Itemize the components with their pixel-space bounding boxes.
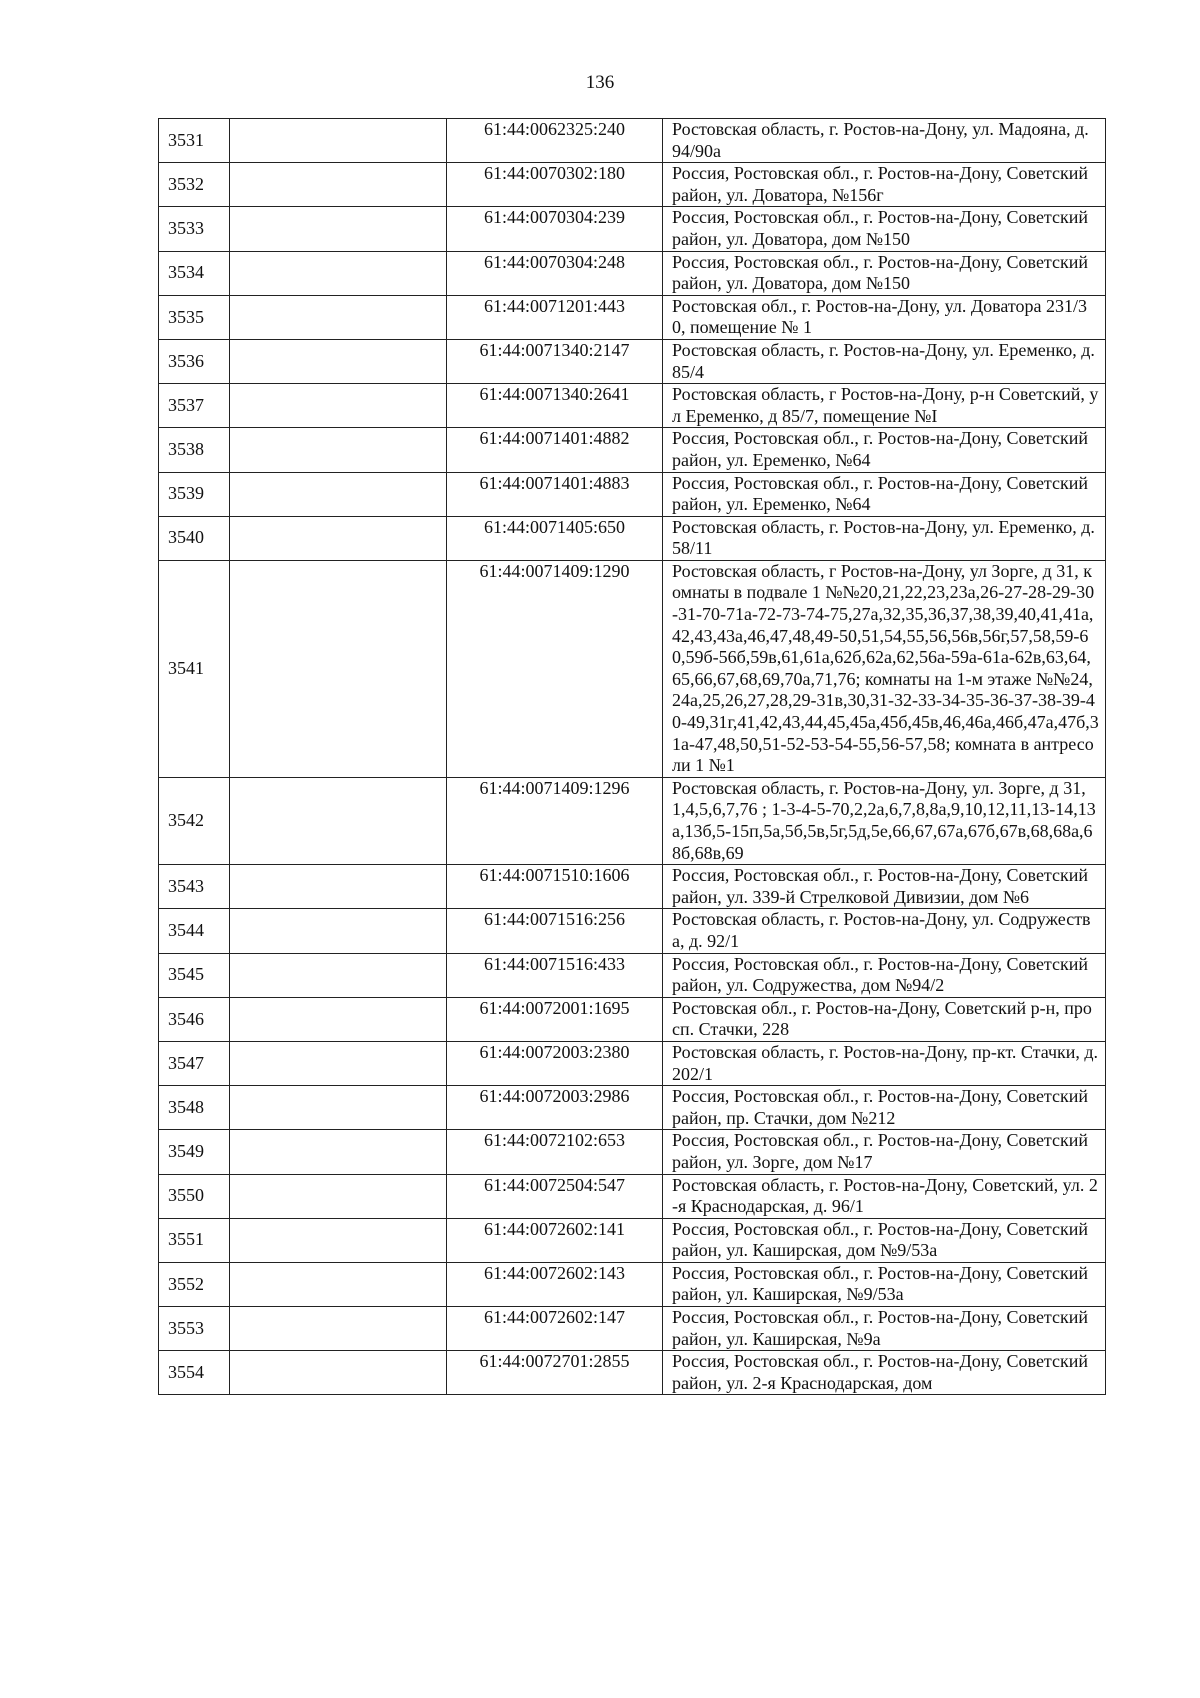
cadastral-number: 61:44:0072003:2380 [447, 1041, 663, 1085]
cadastral-number: 61:44:0071405:650 [447, 516, 663, 560]
empty-cell [230, 428, 447, 472]
table-row [159, 119, 1106, 163]
row-number: 3548 [159, 1086, 230, 1130]
table-row [159, 865, 1106, 909]
table-row [159, 251, 1106, 295]
row-number: 3552 [159, 1262, 230, 1306]
row-number: 3532 [159, 163, 230, 207]
page-number: 136 [585, 72, 615, 93]
address: Россия, Ростовская обл., г. Ростов-на-Дону, Советский район, ул. Зорге, дом №17 [663, 1130, 1106, 1174]
row-number: 3544 [159, 909, 230, 953]
cadastral-number: 61:44:0072602:147 [447, 1307, 663, 1351]
address: Россия, Ростовская обл., г. Ростов-на-Дону, Советский район, ул. Доватора, №156г [663, 163, 1106, 207]
table-row [159, 516, 1106, 560]
empty-cell [230, 865, 447, 909]
address: Россия, Ростовская обл., г. Ростов-на-Дону, Советский район, ул. Каширская, дом №9/53а [663, 1218, 1106, 1262]
cadastral-number: 61:44:0072602:143 [447, 1262, 663, 1306]
empty-cell [230, 1130, 447, 1174]
address: Ростовская область, г Ростов-на-Дону, р-н Советский, ул Еременко, д 85/7, помещение №I [663, 384, 1106, 428]
table-row [159, 384, 1106, 428]
table-body [159, 119, 1106, 1395]
address: Ростовская область, г. Ростов-на-Дону, ул. Мадояна, д. 94/90а [663, 119, 1106, 163]
address: Россия, Ростовская обл., г. Ростов-на-Дону, Советский район, ул. Еременко, №64 [663, 428, 1106, 472]
row-number: 3551 [159, 1218, 230, 1262]
address: Россия, Ростовская обл., г. Ростов-на-Дону, Советский район, ул. Содружества, дом №94/2 [663, 953, 1106, 997]
empty-cell [230, 119, 447, 163]
row-number: 3536 [159, 339, 230, 383]
empty-cell [230, 207, 447, 251]
cadastral-number: 61:44:0071510:1606 [447, 865, 663, 909]
row-number: 3533 [159, 207, 230, 251]
address: Ростовская обл., г. Ростов-на-Дону, Советский р-н, просп. Стачки, 228 [663, 997, 1106, 1041]
cadastral-number: 61:44:0071340:2641 [447, 384, 663, 428]
table-row [159, 909, 1106, 953]
cadastral-number: 61:44:0070302:180 [447, 163, 663, 207]
address: Ростовская обл., г. Ростов-на-Дону, ул. Доватора 231/30, помещение № 1 [663, 295, 1106, 339]
empty-cell [230, 1307, 447, 1351]
property-registry-table [158, 118, 1106, 1395]
table-row [159, 1041, 1106, 1085]
table-row [159, 163, 1106, 207]
row-number: 3543 [159, 865, 230, 909]
empty-cell [230, 1351, 447, 1395]
address: Россия, Ростовская обл., г. Ростов-на-Дону, Советский район, пр. Стачки, дом №212 [663, 1086, 1106, 1130]
cadastral-number: 61:44:0070304:239 [447, 207, 663, 251]
cadastral-number: 61:44:0071409:1296 [447, 777, 663, 864]
table-row [159, 560, 1106, 777]
row-number: 3537 [159, 384, 230, 428]
address: Россия, Ростовская обл., г. Ростов-на-Дону, Советский район, ул. 339-й Стрелковой Дивизии, дом №6 [663, 865, 1106, 909]
cadastral-number: 61:44:0071401:4882 [447, 428, 663, 472]
empty-cell [230, 339, 447, 383]
empty-cell [230, 560, 447, 777]
address: Ростовская область, г. Ростов-на-Дону, ул. Еременко, д. 58/11 [663, 516, 1106, 560]
table-row [159, 997, 1106, 1041]
cadastral-number: 61:44:0071409:1290 [447, 560, 663, 777]
cadastral-number: 61:44:0071516:256 [447, 909, 663, 953]
table-row [159, 207, 1106, 251]
empty-cell [230, 384, 447, 428]
row-number: 3546 [159, 997, 230, 1041]
cadastral-number: 61:44:0072602:141 [447, 1218, 663, 1262]
table-row [159, 472, 1106, 516]
address: Россия, Ростовская обл., г. Ростов-на-Дону, Советский район, ул. 2-я Краснодарская, дом [663, 1351, 1106, 1395]
row-number: 3541 [159, 560, 230, 777]
row-number: 3549 [159, 1130, 230, 1174]
row-number: 3535 [159, 295, 230, 339]
empty-cell [230, 472, 447, 516]
address: Ростовская область, г. Ростов-на-Дону, пр-кт. Стачки, д. 202/1 [663, 1041, 1106, 1085]
empty-cell [230, 1041, 447, 1085]
table-row [159, 1218, 1106, 1262]
empty-cell [230, 1218, 447, 1262]
table-row [159, 1262, 1106, 1306]
address: Россия, Ростовская обл., г. Ростов-на-Дону, Советский район, ул. Каширская, №9а [663, 1307, 1106, 1351]
row-number: 3547 [159, 1041, 230, 1085]
empty-cell [230, 295, 447, 339]
address: Ростовская область, г. Ростов-на-Дону, ул. Содружества, д. 92/1 [663, 909, 1106, 953]
address: Ростовская область, г. Ростов-на-Дону, ул. Зорге, д 31, 1,4,5,6,7,76 ; 1-3-4-5-70,2,2а,6,7,8,8а,9,10,12,11,13-14,13а,13б,5-15п,5а,5б,5в,5г,5д,5е,66,67,67а,67б,67в,68,68а,68б,68в,69 [663, 777, 1106, 864]
table-row [159, 295, 1106, 339]
cadastral-number: 61:44:0071340:2147 [447, 339, 663, 383]
empty-cell [230, 997, 447, 1041]
empty-cell [230, 953, 447, 997]
table-row [159, 1130, 1106, 1174]
cadastral-number: 61:44:0072102:653 [447, 1130, 663, 1174]
cadastral-number: 61:44:0071401:4883 [447, 472, 663, 516]
row-number: 3554 [159, 1351, 230, 1395]
cadastral-number: 61:44:0071201:443 [447, 295, 663, 339]
row-number: 3538 [159, 428, 230, 472]
row-number: 3540 [159, 516, 230, 560]
table-row [159, 777, 1106, 864]
cadastral-number: 61:44:0072003:2986 [447, 1086, 663, 1130]
row-number: 3545 [159, 953, 230, 997]
table-row [159, 339, 1106, 383]
cadastral-number: 61:44:0072504:547 [447, 1174, 663, 1218]
cadastral-number: 61:44:0071516:433 [447, 953, 663, 997]
table-row [159, 1174, 1106, 1218]
address: Россия, Ростовская обл., г. Ростов-на-Дону, Советский район, ул. Доватора, дом №150 [663, 251, 1106, 295]
cadastral-number: 61:44:0062325:240 [447, 119, 663, 163]
table-row [159, 1351, 1106, 1395]
empty-cell [230, 1174, 447, 1218]
address: Россия, Ростовская обл., г. Ростов-на-Дону, Советский район, ул. Каширская, №9/53а [663, 1262, 1106, 1306]
cadastral-number: 61:44:0070304:248 [447, 251, 663, 295]
row-number: 3531 [159, 119, 230, 163]
empty-cell [230, 1086, 447, 1130]
table-row [159, 1086, 1106, 1130]
cadastral-number: 61:44:0072001:1695 [447, 997, 663, 1041]
empty-cell [230, 1262, 447, 1306]
empty-cell [230, 516, 447, 560]
table-row [159, 428, 1106, 472]
address: Ростовская область, г Ростов-на-Дону, ул Зорге, д 31, комнаты в подвале 1 №№20,21,22,23,23а,26-27-28-29-30-31-70-71а-72-73-74-75,27а,32,35,36,37,38,39,40,41,41а,42,43,43а,46,47,48,49-50,51,54,55,56,56в,56г,57,58,59-60,59б-56б,59в,61,61а,62б,62а,62,56а-59а-61а-62в,63,64,65,66,67,68,69,70а,71,76; комнаты на 1-м этаже №№24,24а,25,26,27,28,29-31в,30,31-32-33-34-35-36-37-38-39-40-49,31г,41,42,43,44,45,45а,45б,45в,46,46а,46б,47а,47б,31а-47,48,50,51-52-53-54-55,56-57,58; комната в антресоли 1 №1 [663, 560, 1106, 777]
empty-cell [230, 163, 447, 207]
table-row [159, 1307, 1106, 1351]
address: Россия, Ростовская обл., г. Ростов-на-Дону, Советский район, ул. Доватора, дом №150 [663, 207, 1106, 251]
row-number: 3550 [159, 1174, 230, 1218]
empty-cell [230, 909, 447, 953]
empty-cell [230, 251, 447, 295]
empty-cell [230, 777, 447, 864]
row-number: 3534 [159, 251, 230, 295]
cadastral-number: 61:44:0072701:2855 [447, 1351, 663, 1395]
address: Ростовская область, г. Ростов-на-Дону, Советский, ул. 2-я Краснодарская, д. 96/1 [663, 1174, 1106, 1218]
row-number: 3539 [159, 472, 230, 516]
table-row [159, 953, 1106, 997]
address: Россия, Ростовская обл., г. Ростов-на-Дону, Советский район, ул. Еременко, №64 [663, 472, 1106, 516]
row-number: 3553 [159, 1307, 230, 1351]
row-number: 3542 [159, 777, 230, 864]
address: Ростовская область, г. Ростов-на-Дону, ул. Еременко, д. 85/4 [663, 339, 1106, 383]
